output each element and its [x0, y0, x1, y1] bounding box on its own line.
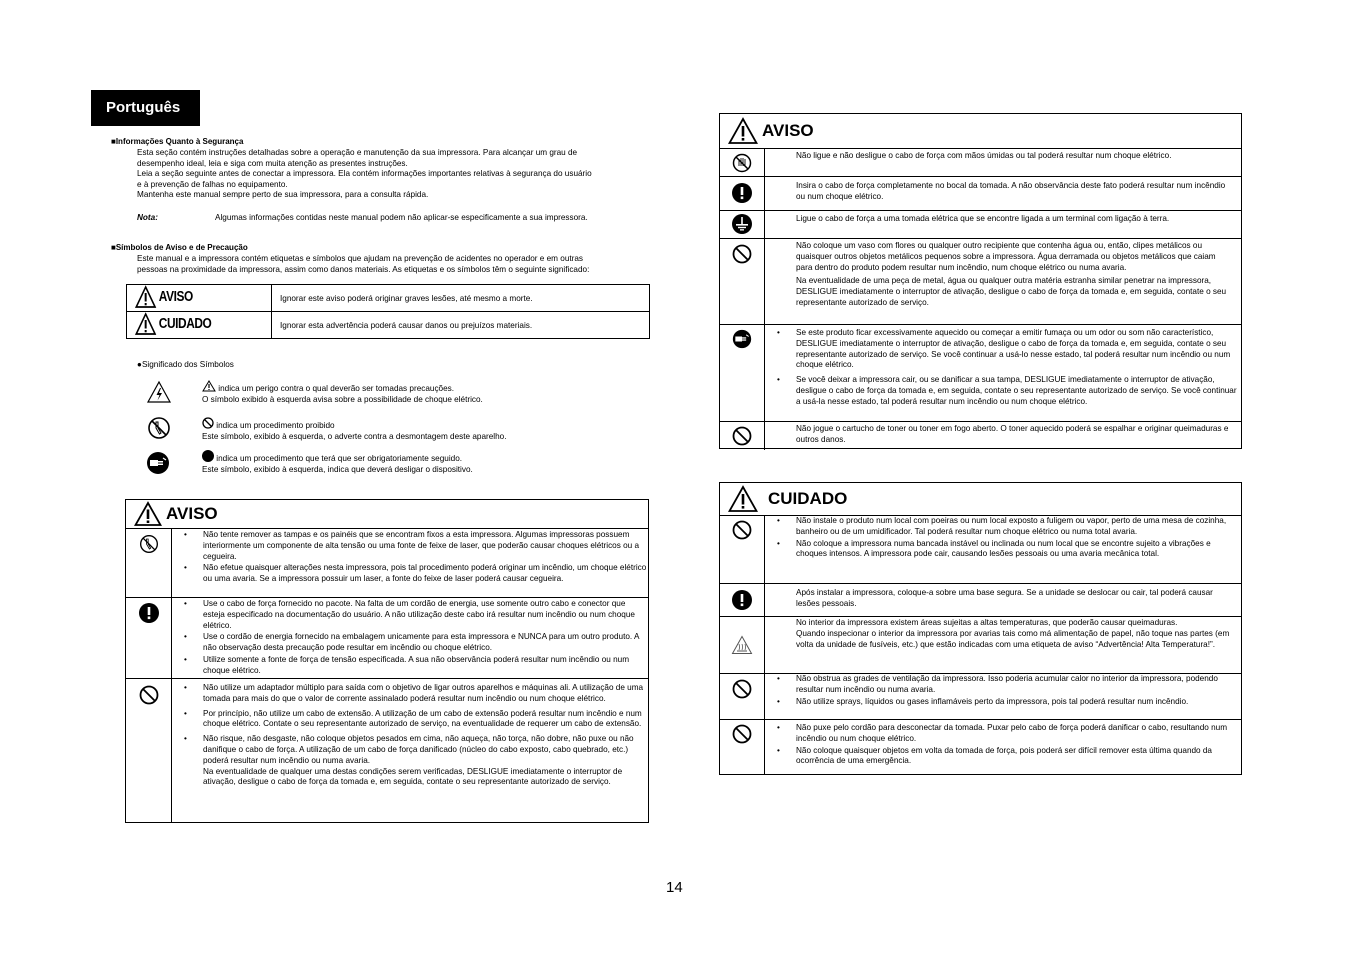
cuidado-row-text	[765, 674, 1241, 719]
aviso-row-text	[765, 239, 1241, 324]
legend-label-text: CUIDADO	[158, 316, 212, 332]
meaning-line: indica um procedimento que terá que ser obrigatoriamente seguido.	[214, 454, 463, 463]
aviso-row-text	[765, 422, 1241, 450]
aviso-row	[720, 422, 1241, 450]
warning-triangle-icon	[134, 501, 162, 527]
ground-icon	[720, 211, 765, 238]
cuidado-row	[720, 584, 1241, 617]
symbols-line: Este manual e a impressora contém etiquetas e símbolos que ajudam na prevenção de acidentes no operador e em outras	[137, 254, 584, 263]
aviso-row	[720, 325, 1241, 422]
list-item: • Não tente remover as tampas e os painéis que se encontram fixos a esta impressora. Algumas impressoras possuem interiormente um componente de alta tensão ou uma fonte de feixe de laser, que poderão causar choques elétricos ou a cegueira.	[172, 530, 648, 562]
no-disassemble-icon	[126, 529, 172, 597]
safety-line: desempenho ideal, leia e siga com muita atenção as presentes instruções.	[137, 158, 408, 168]
cuidado-header	[720, 483, 1241, 516]
signal-word-legend	[126, 284, 650, 339]
symbols-heading: ■Símbolos de Aviso e de Precaução	[111, 243, 248, 252]
list-item: • Se você deixar a impressora cair, ou se danificar a sua tampa, DESLIGUE imediatamente o interruptor de ativação, desligue o cabo de força da tomada e, em seguida, contate o seu representante autorizado de serviço. Se você continuar a usá-la nesse estado, tal poderá resultar num incêndio ou num choque elétrico.	[765, 375, 1241, 407]
cuidado-row	[720, 617, 1241, 674]
cuidado-row-text	[765, 584, 1241, 616]
aviso-row-text	[765, 149, 1241, 176]
paragraph: Ligue o cabo de força a uma tomada elétrica que se encontre ligada a um terminal com ligação à terra.	[796, 214, 1170, 223]
prohibited-icon	[720, 239, 765, 324]
list-item: • Não coloque a impressora numa bancada instável ou inclinada ou num local que se encontre sujeito a vibrações e choques intensos. A impressora pode cair, causando lesões pessoais ou uma avaria mecânica total.	[765, 539, 1241, 561]
safety-line: Esta seção contém instruções detalhadas sobre a operação e manutenção da sua impressora. Para alcançar um grau de	[137, 148, 578, 157]
cuidado-box	[719, 482, 1242, 775]
meaning-line: indica um procedimento proibido	[214, 421, 335, 430]
aviso-row	[720, 239, 1241, 325]
meaning-line: Este símbolo, exibido à esquerda, o adverte contra a desmontagem deste aparelho.	[202, 431, 507, 441]
warning-triangle-icon	[135, 312, 156, 336]
aviso-row	[126, 679, 648, 822]
legend-row-cuidado	[127, 312, 650, 339]
cuidado-title: CUIDADO	[768, 489, 848, 508]
prohibited-icon	[720, 720, 765, 774]
aviso-title: AVISO	[762, 121, 814, 140]
list-item: • Não utilize um adaptador múltiplo para saída com o objetivo de ligar outros aparelhos e máquinas ali. A utilização de uma tomada para mais do que o valor de corrente assinalado poderá resultar num incêndio ou num choque elétrico.	[172, 683, 648, 705]
meaning-line: indica um perigo contra o qual deverão ser tomadas precauções.	[216, 384, 455, 393]
meaning-item	[202, 380, 483, 405]
aviso-box-right	[719, 113, 1242, 449]
aviso-title: AVISO	[166, 504, 218, 523]
prohibited-icon	[720, 674, 765, 719]
aviso-row-text	[765, 211, 1241, 238]
symbols-meaning-title: ●Significado dos Símbolos	[137, 360, 234, 369]
legend-label-text: AVISO	[158, 289, 193, 305]
mandatory-icon	[202, 450, 214, 462]
prohibited-icon	[720, 516, 765, 583]
list-item: • Se este produto ficar excessivamente aquecido ou começar a emitir fumaça ou um odor ou som não característico, DESLIGUE imediatamente o interruptor de ativação, desligue o cabo de força da tomada e, em seguida, contate o seu representante autorizado de serviço. Se você continuar a usá-lo nesse estado, tal poderá resultar num incêndio ou num choque elétrico.	[765, 328, 1241, 371]
warning-triangle-icon	[202, 380, 216, 392]
prohibited-icon	[126, 679, 172, 822]
safety-line: Mantenha este manual sempre perto de sua impressora, para a consulta rápida.	[137, 190, 429, 200]
meaning-item	[202, 417, 507, 442]
aviso-header	[126, 500, 648, 529]
legend-row-aviso	[127, 285, 650, 312]
cuidado-row-text	[765, 516, 1241, 583]
aviso-row	[126, 598, 648, 679]
cuidado-row-text	[765, 617, 1241, 673]
safety-line: Leia a seção seguinte antes de conectar a impressora. Ela contém informações importantes relativas à segurança do usuário	[137, 169, 592, 179]
list-item: • Não obstrua as grades de ventilação da impressora. Isso poderia acumular calor no interior da impressora, podendo resultar num incêndio ou numa avaria.	[765, 674, 1241, 696]
warning-triangle-icon	[135, 285, 156, 309]
list-item: • Não risque, não desgaste, não coloque objetos pesados em cima, não aqueça, não torça, não dobre, não puxe ou não danifique o cabo de força. A utilização de um cabo de força danificado (núcleo do cabo exposto, cabo quebrado, etc.) poderá resultar num incêndio ou numa avaria. Na eventualidade de qualquer uma destas condições serem verificadas, DESLIGUE imediatamente o interruptor de ativação, desligue o cabo de força da tomada e, em seguida, contate o seu representante autorizado de serviço.	[172, 734, 648, 788]
prohibited-icon	[720, 422, 765, 450]
aviso-row	[720, 149, 1241, 177]
aviso-box-left	[125, 499, 649, 823]
unplug-icon	[146, 451, 170, 475]
mandatory-icon	[720, 584, 765, 616]
safety-heading: ■Informações Quanto à Segurança	[111, 137, 244, 146]
list-item: • Use o cabo de força fornecido no pacote. Na falta de um cordão de energia, use somente outro cabo e conector que esteja especificado na documentação do usuário. A não utilização deste cabo irá resultar num incêndio ou num choque elétrico.	[172, 599, 648, 631]
meaning-item	[202, 450, 473, 475]
list-item: • Use o cordão de energia fornecido na embalagem unicamente para esta impressora e NUNCA para um outro produto. A não observação desta precaução pode resultar em incêndio ou choque elétrico.	[172, 632, 648, 654]
aviso-row-text	[765, 325, 1241, 421]
paragraph: Na eventualidade de uma peça de metal, água ou qualquer outra matéria estranha similar penetrar na impressora, DESLIGUE imediatamente o interruptor de ativação, desligue o cabo de força da tomada e, em seguida, contate o seu representante autorizado de serviço.	[796, 276, 1227, 307]
paragraph: Não jogue o cartucho de toner ou toner em fogo aberto. O toner aquecido poderá se espalhar e originar queimaduras e outros danos.	[796, 424, 1229, 444]
aviso-row	[720, 211, 1241, 239]
aviso-header	[720, 114, 1241, 149]
list-item: • Não puxe pelo cordão para desconectar da tomada. Puxar pelo cabo de força poderá danificar o cabo, resultando num incêndio ou num choque elétrico.	[765, 723, 1241, 745]
hot-surface-icon	[720, 617, 765, 673]
aviso-row	[720, 177, 1241, 211]
aviso-row-text	[172, 679, 648, 822]
list-item: • Não instale o produto num local com poeiras ou num local exposto a fuligem ou vapor, perto de uma mesa de cozinha, banheiro ou de um umidificador. Tal poderá resultar num choque elétrico ou numa total avaria.	[765, 516, 1241, 538]
aviso-row	[126, 529, 648, 598]
paragraph: Após instalar a impressora, coloque-a sobre uma base segura. Se a unidade se deslocar ou cair, tal poderá causar lesões pessoais.	[796, 588, 1213, 608]
cuidado-row-text	[765, 720, 1241, 774]
list-item: • Utilize somente a fonte de força de tensão especificada. A sua não observância poderá resultar num incêndio ou num choque elétrico.	[172, 655, 648, 677]
list-item: • Não efetue quaisquer alterações nesta impressora, pois tal procedimento poderá originar um incêndio, um choque elétrico ou uma avaria. Se a impressora possuir um laser, a fonte do feixe de laser poderá causar cegueira.	[172, 563, 648, 585]
paragraph: No interior da impressora existem áreas sujeitas a altas temperaturas, que poderão causar queimaduras. Quando inspecionar o interior da impressora por avarias tais como má alimentação de papel, não toque nas partes (em volta da unidade de fusíveis, etc.) que estão indicadas com uma etiqueta de aviso “Advertência! Alta Temperatura!”.	[796, 618, 1230, 649]
meaning-line: Este símbolo, exibido à esquerda, indica que deverá desligar o dispositivo.	[202, 464, 473, 474]
legend-text-cuidado: Ignorar esta advertência poderá causar danos ou prejuízos materiais.	[272, 312, 650, 339]
cuidado-row	[720, 674, 1241, 720]
safety-line: e à prevenção de falhas no equipamento.	[137, 179, 288, 189]
warning-triangle-icon	[728, 485, 758, 513]
paragraph: Insira o cabo de força completamente no bocal da tomada. A não observância deste fato poderá resultar num incêndio ou num choque elétrico.	[796, 181, 1226, 201]
list-item: • Não coloque quaisquer objetos em volta da tomada de força, pois poderá ser difícil remover esta última quando da ocorrência de uma emergência.	[765, 746, 1241, 768]
prohibited-icon	[202, 417, 214, 429]
mandatory-icon	[126, 598, 172, 678]
no-wet-hands-icon	[720, 149, 765, 176]
page-number: 14	[666, 879, 683, 896]
legend-label-aviso	[127, 285, 272, 312]
no-disassemble-icon	[147, 416, 171, 440]
cuidado-row	[720, 720, 1241, 774]
note-text: Algumas informações contidas neste manual podem não aplicar-se especificamente a sua impressora.	[215, 213, 588, 222]
meaning-line: O símbolo exibido à esquerda avisa sobre a possibilidade de choque elétrico.	[202, 394, 483, 404]
legend-label-cuidado	[127, 312, 272, 339]
aviso-row-text	[765, 177, 1241, 210]
language-tab: Português	[91, 90, 200, 126]
legend-text-aviso: Ignorar este aviso poderá originar graves lesões, até mesmo a morte.	[272, 285, 650, 312]
list-item: • Por princípio, não utilize um cabo de extensão. A utilização de um cabo de extensão poderá resultar num incêndio e num choque elétrico. Contate o seu representante autorizado de serviço, na eventualidade de requerer um cabo de extensão.	[172, 709, 648, 731]
warning-triangle-icon	[728, 117, 758, 145]
paragraph: Não coloque um vaso com flores ou qualquer outro recipiente que contenha água ou, então, clipes metálicos ou quaisquer outros objetos metálicos pequenos sobre a impressora. Água derramada ou objetos metálicos que caiam para dentro do produto podem resultar num incêndio, num choque elétrico ou numa avaria.	[796, 241, 1216, 272]
note-label: Nota:	[137, 213, 158, 222]
list-item: • Não utilize sprays, líquidos ou gases inflamáveis perto da impressora, pois tal poderá resultar num incêndio.	[765, 697, 1241, 708]
electric-shock-warning-icon	[146, 380, 172, 404]
cuidado-row	[720, 516, 1241, 584]
safety-text	[137, 148, 682, 201]
symbols-line: pessoas na proximidade da impressora, assim como danos materiais. As etiquetas e os símbolos têm o seguinte significado:	[137, 264, 590, 274]
symbols-text	[137, 254, 682, 275]
aviso-row-text	[172, 598, 648, 678]
unplug-icon	[720, 325, 765, 421]
paragraph: Não ligue e não desligue o cabo de força com mãos úmidas ou tal poderá resultar num choque elétrico.	[796, 151, 1172, 160]
mandatory-icon	[720, 177, 765, 210]
aviso-row-text	[172, 529, 648, 597]
